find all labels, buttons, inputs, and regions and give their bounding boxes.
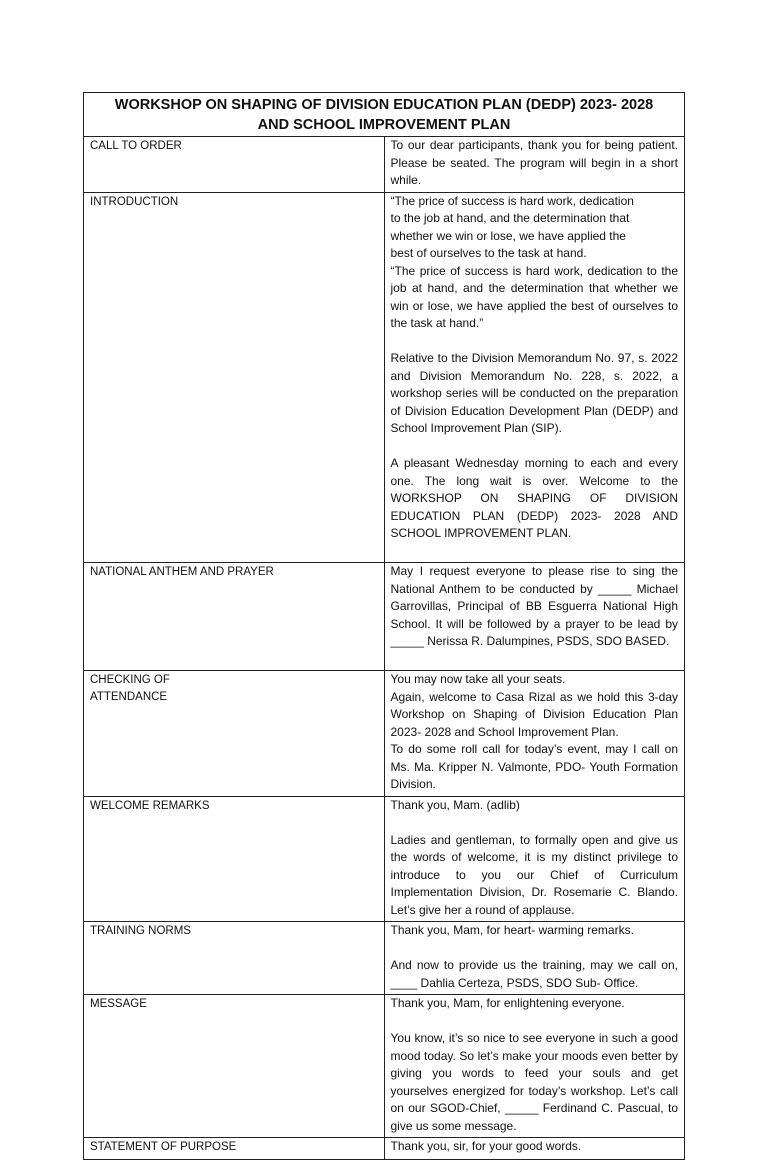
row-paragraph: Thank you, Mam, for heart- warming remarks. [390, 923, 634, 937]
row-paragraph: “The price of success is hard work, dedication to the job at hand, and the determination that whether we win or lose, we have applied the best of ourselves to the task at hand.” [390, 263, 678, 330]
document-page [83, 92, 685, 1160]
row-content [384, 922, 685, 995]
row-paragraph: And now to provide us the training, may we call on, ____ Dahlia Certeza, PSDS, SDO Sub- Office. [390, 958, 678, 990]
program-row-checking-attendance [84, 671, 685, 797]
row-label-text: ATTENDANCE [90, 691, 168, 703]
document-title [84, 93, 685, 137]
row-paragraph: “The price of success is hard work, dedication to the job at hand, and the determination that whether we win or lose, we have applied the best of ourselves to the task at hand. [390, 193, 634, 260]
program-row-message [84, 995, 685, 1138]
row-label [84, 192, 385, 563]
row-label [84, 796, 385, 922]
row-label-text: WELCOME REMARKS [90, 799, 210, 812]
program-table [83, 92, 685, 1160]
row-label [84, 563, 385, 671]
row-content [384, 1138, 685, 1160]
program-row-welcome-remarks [84, 796, 685, 922]
row-paragraph: Thank you, Mam, for enlightening everyone. [390, 996, 625, 1010]
row-paragraph: To our dear participants, thank you for being patient. Please be seated. The program will begin in a short while. [390, 138, 678, 187]
program-row-introduction [84, 192, 685, 563]
title-row [84, 93, 685, 137]
row-label [84, 995, 385, 1138]
row-content [384, 995, 685, 1138]
row-label-text: TRAINING NORMS [90, 925, 191, 937]
row-label [84, 671, 385, 797]
program-row-national-anthem [84, 563, 685, 671]
row-paragraph: To do some roll call for today’s event, may I call on Ms. Ma. Kripper N. Valmonte, PDO- Youth Formation Division. [390, 742, 678, 791]
program-row-call-to-order [84, 137, 685, 193]
row-label-text: CHECKING OF [90, 674, 170, 686]
row-content [384, 671, 685, 797]
row-content [384, 796, 685, 922]
row-label-text: MESSAGE [90, 998, 147, 1010]
row-paragraph: Relative to the Division Memorandum No. 97, s. 2022 and Division Memorandum No. 228, s. 2022, a workshop series will be conducted on the preparation of Division Education Development Plan (DEDP) and School Improvement Plan (SIP). [390, 351, 678, 435]
row-label [84, 1138, 385, 1160]
row-paragraph: May I request everyone to please rise to sing the National Anthem to be conducted by _____ Michael Garrovillas, Principal of BB Esguerra National High School. It will be followed by a prayer to be lead by _____ Nerissa R. Dalumpines, PSDS, SDO BASED. [390, 564, 678, 648]
row-paragraph: Thank you, sir, for your good words. [390, 1139, 582, 1153]
row-paragraph: Again, welcome to Casa Rizal as we hold this 3-day Workshop on Shaping of Division Education Plan 2023- 2028 and School Improvement Plan. [390, 689, 678, 739]
row-paragraph: You know, it’s so nice to see everyone in such a good mood today. So let’s make your moods even better by giving you words to feed your souls and get yourselves energized for today’s workshop. Let’s call on our SGOD-Chief, _____ Ferdinand C. Pascual, to give us some message. [390, 1031, 678, 1133]
row-label [84, 922, 385, 995]
row-label-text: CALL TO ORDER [90, 140, 182, 152]
row-content [384, 563, 685, 671]
row-paragraph: You may now take all your seats. [390, 672, 566, 686]
row-label-text: NATIONAL ANTHEM AND PRAYER [90, 566, 274, 578]
row-paragraph: Thank you, Mam. (adlib) [390, 797, 520, 812]
title-line-2: AND SCHOOL IMPROVEMENT PLAN [257, 117, 511, 133]
title-line-1: WORKSHOP ON SHAPING OF DIVISION EDUCATION PLAN (DEDP) 2023- 2028 [114, 97, 654, 113]
row-label-text: INTRODUCTION [90, 195, 179, 208]
row-content [384, 137, 685, 193]
program-row-statement-of-purpose [84, 1138, 685, 1160]
row-label [84, 137, 385, 193]
program-row-training-norms [84, 922, 685, 995]
row-label-text: STATEMENT OF PURPOSE [90, 1141, 237, 1153]
row-paragraph: Ladies and gentleman, to formally open and give us the words of welcome, it is my distinct privilege to introduce to you our Chief of Curriculum Implementation Division, Dr. Rosemarie C. Blando. Let’s give her a round of applause. [390, 832, 678, 917]
row-content [384, 192, 685, 563]
row-paragraph: A pleasant Wednesday morning to each and every one. The long wait is over. Welcome to the WORKSHOP ON SHAPING OF DIVISION EDUCATION PLAN (DEDP) 2023- 2028 AND SCHOOL IMPROVEMENT PLAN. [390, 456, 678, 540]
